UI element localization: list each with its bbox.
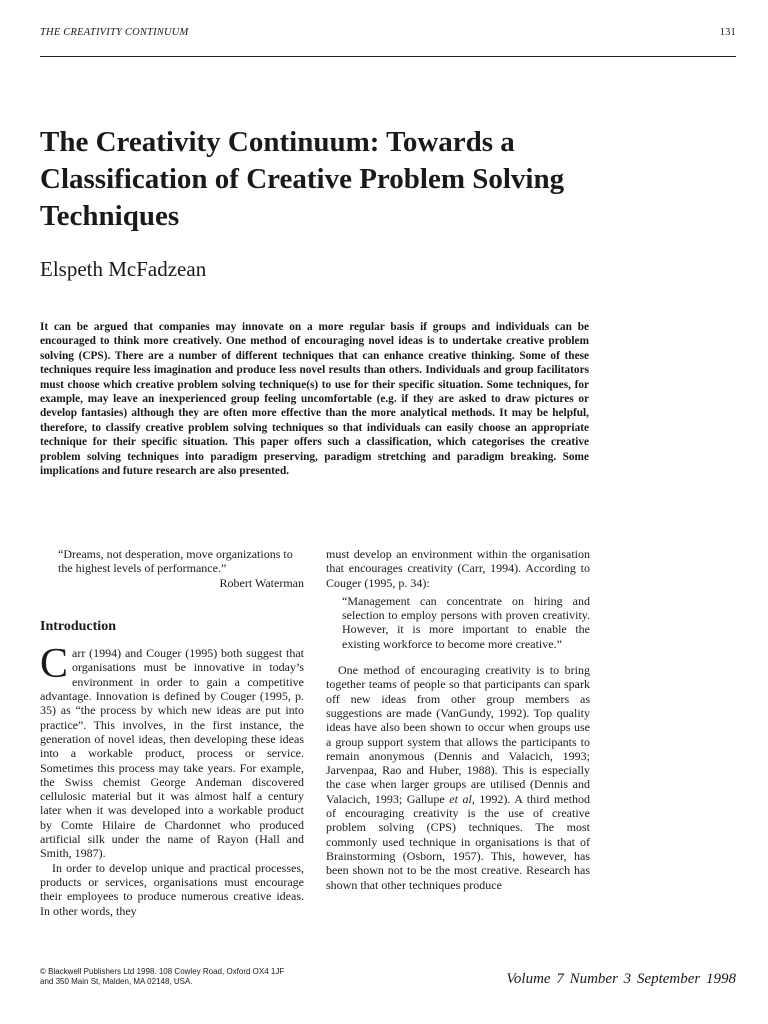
epigraph-quote: “Dreams, not desperation, move organizations to the highest levels of performance.” [58,547,293,576]
et-al-italic: et al [449,791,472,806]
epigraph [40,547,304,590]
intro-paragraph-1 [40,641,304,861]
intro-paragraph-2: In order to develop unique and practical processes, products or services, organisations must encourage their employees to produce numerous creative ideas. In other words, they [40,860,304,918]
article-author: Elspeth McFadzean [40,257,207,281]
copyright-line-2: and 350 Main St, Malden, MA 02148, USA. [40,977,193,986]
issue-info [506,971,736,988]
right-paragraph-2-text-b: , 1992). A third method of encouraging creativity is the use of creative problem solving (CPS) techniques. The most commonly used technique in organisations is that of Brainstorming (Osborn, 1957). This, however, has been shown not to be the most creative. Research has shown that other techniques produce [326,791,590,892]
epigraph-attribution: Robert Waterman [219,575,304,590]
volume: Volume 7 [506,971,564,987]
copyright-line-1: © Blackwell Publishers Ltd 1998. 108 Cowley Road, Oxford OX4 1JF [40,967,285,976]
left-column [40,547,304,918]
drop-cap: C [40,641,69,688]
intro-paragraph-1-text: arr (1994) and Couger (1995) both suggest that organisations must be innovative in today’s environment in order to gain a competitive advantage. Innovation is defined by Couger (1995, p. 35) as “the process by which new ideas are put into practice”. This involves, in the first instance, the generation of novel ideas, then developing these ideas into a workable product, process or service. Sometimes this process may take years. For example, the Swiss chemist George Andeman discovered cellulosic material but it was almost half a century later when it was developed into a workable product by Comte Hilaire de Chardonnet who produced artificial silk under the name of Rayon (Hall and Smith, 1987). [40,646,304,861]
article-title: The Creativity Continuum: Towards a Classification of Creative Problem Solving Techniques [40,126,565,232]
right-paragraph-2-text-a: One method of encouraging creativity is to bring together teams of people so that participants can spark off new ideas from other group members as suggestions are made (VanGundy, 1992). Top quality ideas have also been shown to occur when groups use a group support system that allows the participants to remain anonymous (Dennis and Valacich, 1993; Jarvenpaa, Rao and Huber, 1988). This is especially the case when larger groups are utilised (Dennis and Valacich, 1993; Gallupe [326,663,590,806]
issue-date: September 1998 [636,971,736,987]
section-heading-introduction: Introduction [40,618,116,634]
page-number: 131 [719,27,736,38]
right-paragraph-1: must develop an environment within the organisation that encourages creativity (Carr, 1994). According to Couger (1995, p. 34): [326,547,590,590]
right-column [326,547,590,892]
header-rule [40,56,736,57]
issue-number: Number 3 [569,971,632,987]
running-head [40,27,736,38]
right-paragraph-2 [326,663,590,892]
journal-name: THE CREATIVITY CONTINUUM [40,27,189,38]
copyright-notice [40,967,370,987]
block-quote: “Management can concentrate on hiring and selection to employ persons with proven creativity. However, it is more important to enable the existing workforce to become more creative.” [342,593,590,651]
abstract: It can be argued that companies may innovate on a more regular basis if groups and individuals can be encouraged to think more creatively. One method of encouraging novel ideas is to undertake creative problem solving (CPS). There are a number of different techniques that can enhance creative thinking. Some of these techniques require less imagination and produce less novel results than others. Individuals and group facilitators must choose which creative problem solving technique(s) to use for their specific situation. Some techniques, for example, may leave an inexperienced group feeling uncomfortable (e.g. if they are asked to draw pictures or develop fantasies) although they are often more effective than the more analytical methods. It may be helpful, therefore, to classify creative problem solving techniques so that individuals can easily choose an appropriate technique for their specific situation. This paper offers such a classification, which categorises the creative problem solving techniques into paradigm preserving, paradigm stretching and paradigm breaking. Some implications and future research are also presented. [40,321,589,478]
